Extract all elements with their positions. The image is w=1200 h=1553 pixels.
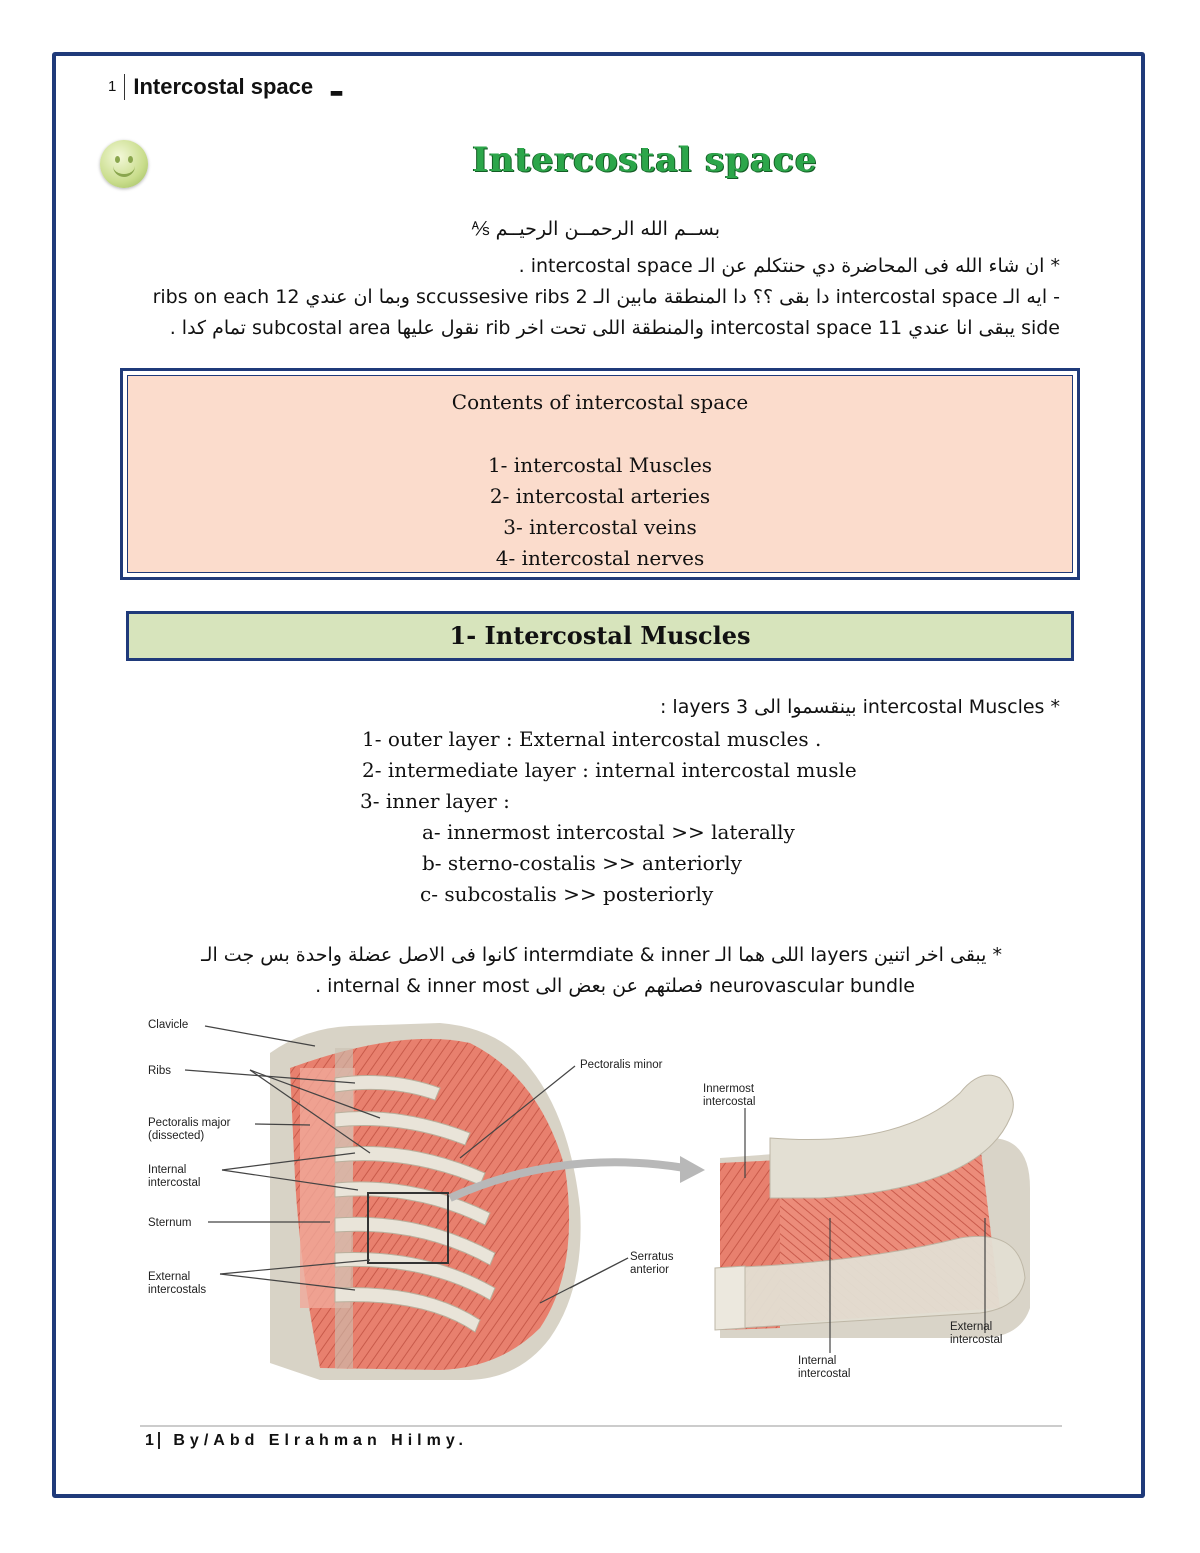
page-header [108,74,342,100]
label-pec-major: Pectoralis major [148,1117,231,1129]
contents-box [120,368,1080,580]
label-internal-intercostal-2: intercostal [148,1177,201,1189]
intro-line-2: - ايه الـ intercostal space دا بقى ؟؟ دا المنطقة مابين الـ 2 sccussesive ribs وبما ان عندي 12 ribs on each [152,286,1060,308]
section-heading: 1- Intercostal Muscles [126,611,1074,661]
sublayer-item: c- subcostalis >> posteriorly [420,882,714,906]
header-marker: ▂ [331,78,342,95]
contents-item: 1- intercostal Muscles [487,453,713,477]
label-external-right: External [950,1321,993,1333]
label-innermost-2: intercostal [703,1096,756,1108]
sublayer-item: b- sterno-costalis >> anteriorly [422,851,742,875]
contents-item: 3- intercostal veins [503,515,697,539]
header-page-number: 1 [108,74,125,100]
label-ribs: Ribs [148,1065,172,1077]
label-internal-right-2: intercostal [798,1368,851,1380]
main-title: Intercostal space [472,140,818,180]
label-external-right-2: intercostal [950,1334,1003,1346]
label-innermost: Innermost [703,1083,755,1095]
layers-intro: * intercostal Muscles بينقسموا الى 3 layers : [659,696,1060,718]
note-line-2: neurovascular bundle فصلتهم عن بعض الى internal & inner most . [315,975,915,997]
label-clavicle: Clavicle [148,1019,189,1031]
contents-item: 2- intercostal arteries [489,484,711,508]
footer-page-number: 1 [145,1432,160,1449]
label-serratus: Serratus [630,1251,674,1263]
label-sternum: Sternum [148,1217,192,1229]
label-external-intercostals: External [148,1271,191,1283]
contents-item: 4- intercostal nerves [495,546,705,570]
footer-author: By/Abd Elrahman Hilmy. [173,1432,468,1449]
layer-item: 1- outer layer : External intercostal muscles . [362,727,822,751]
layer-item: 2- intermediate layer : internal intercostal musle [362,758,857,782]
basmala: بســم الله الرحمــن الرحيــم ⅍ [471,218,720,240]
note-line-1: * يبقى اخر اتنين layers اللى هما الـ intermdiate & inner كانوا فى الاصل عضلة واحدة بس جت الـ [201,944,1002,966]
label-external-intercostals-2: intercostals [148,1284,207,1296]
label-pec-major-note: (dissected) [148,1130,205,1142]
sublayer-item: a- innermost intercostal >> laterally [422,820,795,844]
page-footer [145,1432,468,1450]
header-title: Intercostal space [133,74,314,99]
layer-item: 3- inner layer : [360,789,510,813]
contents-title: Contents of intercostal space [451,390,749,414]
intro-line-3: side يبقى انا عندي 11 intercostal space والمنطقة اللى تحت اخر rib نقول عليها subcostal area تمام كدا . [169,317,1060,339]
label-internal-intercostal: Internal [148,1164,187,1176]
footer-divider [140,1425,1062,1427]
intro-line-1: * ان شاء الله فى المحاضرة دي حنتكلم عن الـ intercostal space . [518,255,1060,277]
label-internal-right: Internal [798,1355,837,1367]
intercostal-anatomy-figure [140,1008,1040,1388]
label-serratus-2: anterior [630,1264,669,1276]
label-pec-minor: Pectoralis minor [580,1059,663,1071]
